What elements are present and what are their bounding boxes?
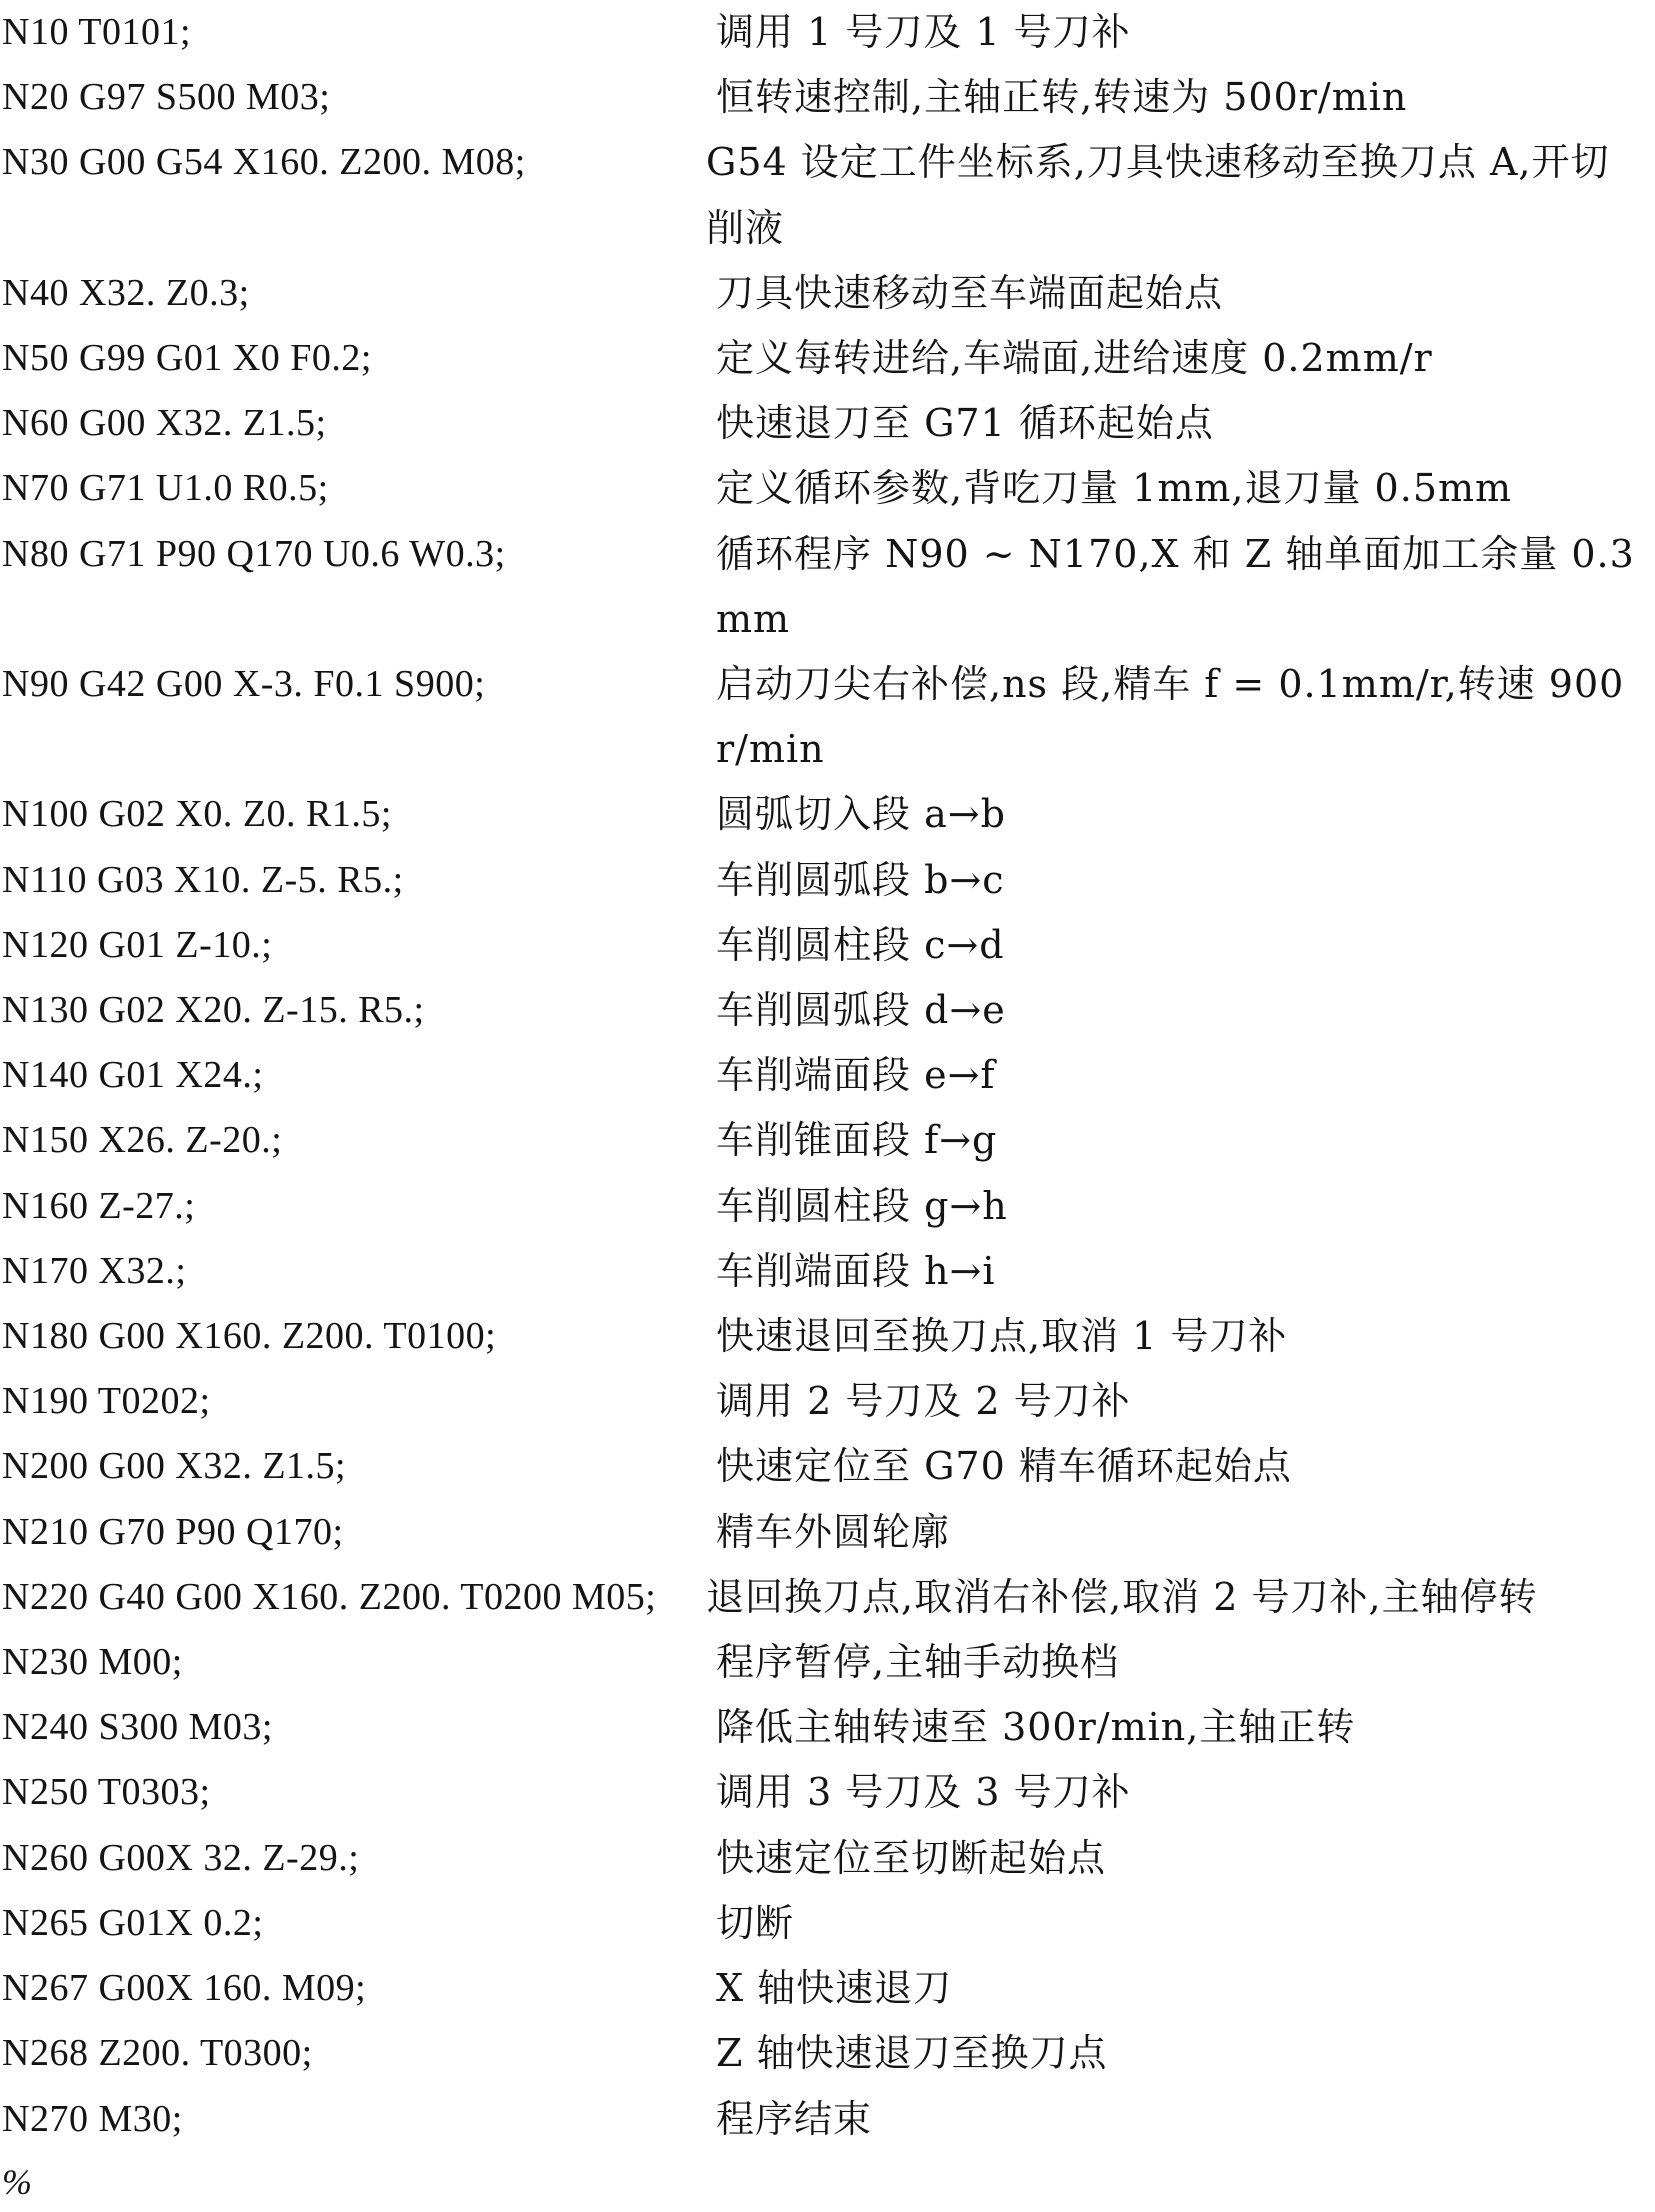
- line-comment: Z 轴快速退刀至换刀点: [716, 2031, 1108, 2076]
- line-comment: 启动刀尖右补偿,ns 段,精车 f = 0.1mm/r,转速 900r/min: [716, 662, 1625, 772]
- program-line: [0, 1434, 1655, 1499]
- program-line: [0, 1304, 1655, 1369]
- line-comment: 程序暂停,主轴手动换档: [716, 1640, 1120, 1685]
- nc-code: N100 G02 X0. Z0. R1.5;: [2, 793, 392, 836]
- line-comment: 调用 2 号刀及 2 号刀补: [716, 1379, 1131, 1424]
- nc-code: N90 G42 G00 X-3. F0.1 S900;: [2, 663, 486, 706]
- program-line: [0, 1760, 1655, 1825]
- nc-code: N220 G40 G00 X160. Z200. T0200 M05;: [2, 1575, 657, 1618]
- nc-code: N250 T0303;: [2, 1771, 211, 1814]
- line-comment: 车削圆柱段 c→d: [716, 922, 1005, 967]
- line-comment: G54 设定工件坐标系,刀具快速移动至换刀点 A,开切削液: [706, 140, 1610, 250]
- line-comment: 降低主轴转速至 300r/min,主轴正转: [716, 1705, 1356, 1750]
- nc-code: N80 G71 P90 Q170 U0.6 W0.3;: [2, 532, 506, 575]
- nc-code: N230 M00;: [2, 1641, 183, 1684]
- nc-code: N170 X32.;: [2, 1249, 187, 1292]
- line-comment: 车削圆柱段 g→h: [716, 1183, 1008, 1228]
- program-line: [0, 130, 1655, 260]
- program-line: [0, 2087, 1655, 2152]
- line-comment: 循环程序 N90 ~ N170,X 和 Z 轴单面加工余量 0.3mm: [716, 531, 1635, 641]
- program-line: [0, 913, 1655, 978]
- line-comment: 车削锥面段 f→g: [716, 1118, 998, 1163]
- program-line: [0, 0, 1655, 65]
- program-line: [0, 1956, 1655, 2021]
- program-line: [0, 1891, 1655, 1956]
- nc-code: N240 S300 M03;: [2, 1706, 273, 1749]
- nc-code: N110 G03 X10. Z-5. R5.;: [2, 858, 404, 901]
- line-comment: 车削端面段 h→i: [716, 1248, 996, 1293]
- line-comment: 车削圆弧段 b→c: [716, 857, 1005, 902]
- line-comment: 车削圆弧段 d→e: [716, 988, 1006, 1033]
- nc-code: N20 G97 S500 M03;: [2, 76, 331, 119]
- program-line: [0, 65, 1655, 130]
- program-line: [0, 1630, 1655, 1695]
- line-comment: 定义循环参数,背吃刀量 1mm,退刀量 0.5mm: [716, 466, 1513, 511]
- nc-code: N10 T0101;: [2, 11, 192, 53]
- nc-code: N130 G02 X20. Z-15. R5.;: [2, 989, 425, 1032]
- nc-code: N270 M30;: [2, 2097, 183, 2140]
- line-comment: 精车外圆轮廓: [716, 1509, 951, 1554]
- program-line: [0, 2021, 1655, 2086]
- program-line: [0, 1369, 1655, 1434]
- nc-code: N120 G01 Z-10.;: [2, 923, 273, 966]
- program-line: [0, 1826, 1655, 1891]
- line-comment: 圆弧切入段 a→b: [716, 792, 1006, 837]
- program-line: [0, 522, 1655, 652]
- line-comment: 刀具快速移动至车端面起始点: [716, 270, 1224, 315]
- nc-code: N40 X32. Z0.3;: [2, 271, 250, 314]
- line-comment: X 轴快速退刀: [716, 1966, 953, 2011]
- nc-code: N140 G01 X24.;: [2, 1054, 264, 1097]
- nc-code: N210 G70 P90 Q170;: [2, 1510, 344, 1553]
- program-line: [0, 456, 1655, 521]
- program-line: [0, 1108, 1655, 1173]
- line-comment: 快速定位至切断起始点: [716, 1835, 1107, 1880]
- line-comment: 恒转速控制,主轴正转,转速为 500r/min: [716, 75, 1408, 120]
- line-comment: 快速退回至换刀点,取消 1 号刀补: [716, 1314, 1288, 1359]
- program-line: [0, 1174, 1655, 1239]
- nc-code: N30 G00 G54 X160. Z200. M08;: [2, 141, 526, 184]
- program-line: [0, 261, 1655, 326]
- line-comment: 程序结束: [716, 2096, 873, 2141]
- nc-code: N160 Z-27.;: [2, 1184, 196, 1227]
- nc-code: N200 G00 X32. Z1.5;: [2, 1445, 347, 1488]
- nc-code: N190 T0202;: [2, 1380, 211, 1423]
- line-comment: 调用 3 号刀及 3 号刀补: [716, 1770, 1131, 1815]
- line-comment: 快速退刀至 G71 循环起始点: [716, 401, 1214, 446]
- line-comment: 定义每转进给,车端面,进给速度 0.2mm/r: [716, 336, 1433, 381]
- line-comment: 车削端面段 e→f: [716, 1053, 996, 1098]
- program-end-mark: %: [2, 2161, 32, 2202]
- nc-code: N150 X26. Z-20.;: [2, 1119, 283, 1162]
- program-line: [0, 978, 1655, 1043]
- line-comment: 调用 1 号刀及 1 号刀补: [716, 10, 1131, 54]
- line-comment: 快速定位至 G70 精车循环起始点: [716, 1444, 1292, 1489]
- program-line: [0, 782, 1655, 847]
- nc-code: N268 Z200. T0300;: [2, 2032, 313, 2075]
- nc-code: N265 G01X 0.2;: [2, 1901, 264, 1944]
- program-line: [0, 1695, 1655, 1760]
- line-comment: 退回换刀点,取消右补偿,取消 2 号刀补,主轴停转: [706, 1574, 1538, 1619]
- nc-code: N267 G00X 160. M09;: [2, 1967, 367, 2010]
- program-line: [0, 1043, 1655, 1108]
- program-line: [0, 1239, 1655, 1304]
- program-line: [0, 652, 1655, 782]
- program-line: [0, 1500, 1655, 1565]
- program-line: [0, 1565, 1655, 1630]
- nc-code: N70 G71 U1.0 R0.5;: [2, 467, 329, 510]
- line-comment: 切断: [716, 1900, 795, 1945]
- program-line: [0, 326, 1655, 391]
- program-line: [0, 391, 1655, 456]
- nc-code: N180 G00 X160. Z200. T0100;: [2, 1315, 497, 1358]
- nc-code: N50 G99 G01 X0 F0.2;: [2, 337, 372, 380]
- nc-code: N260 G00X 32. Z-29.;: [2, 1836, 360, 1879]
- nc-code: N60 G00 X32. Z1.5;: [2, 402, 327, 445]
- program-line: [0, 848, 1655, 913]
